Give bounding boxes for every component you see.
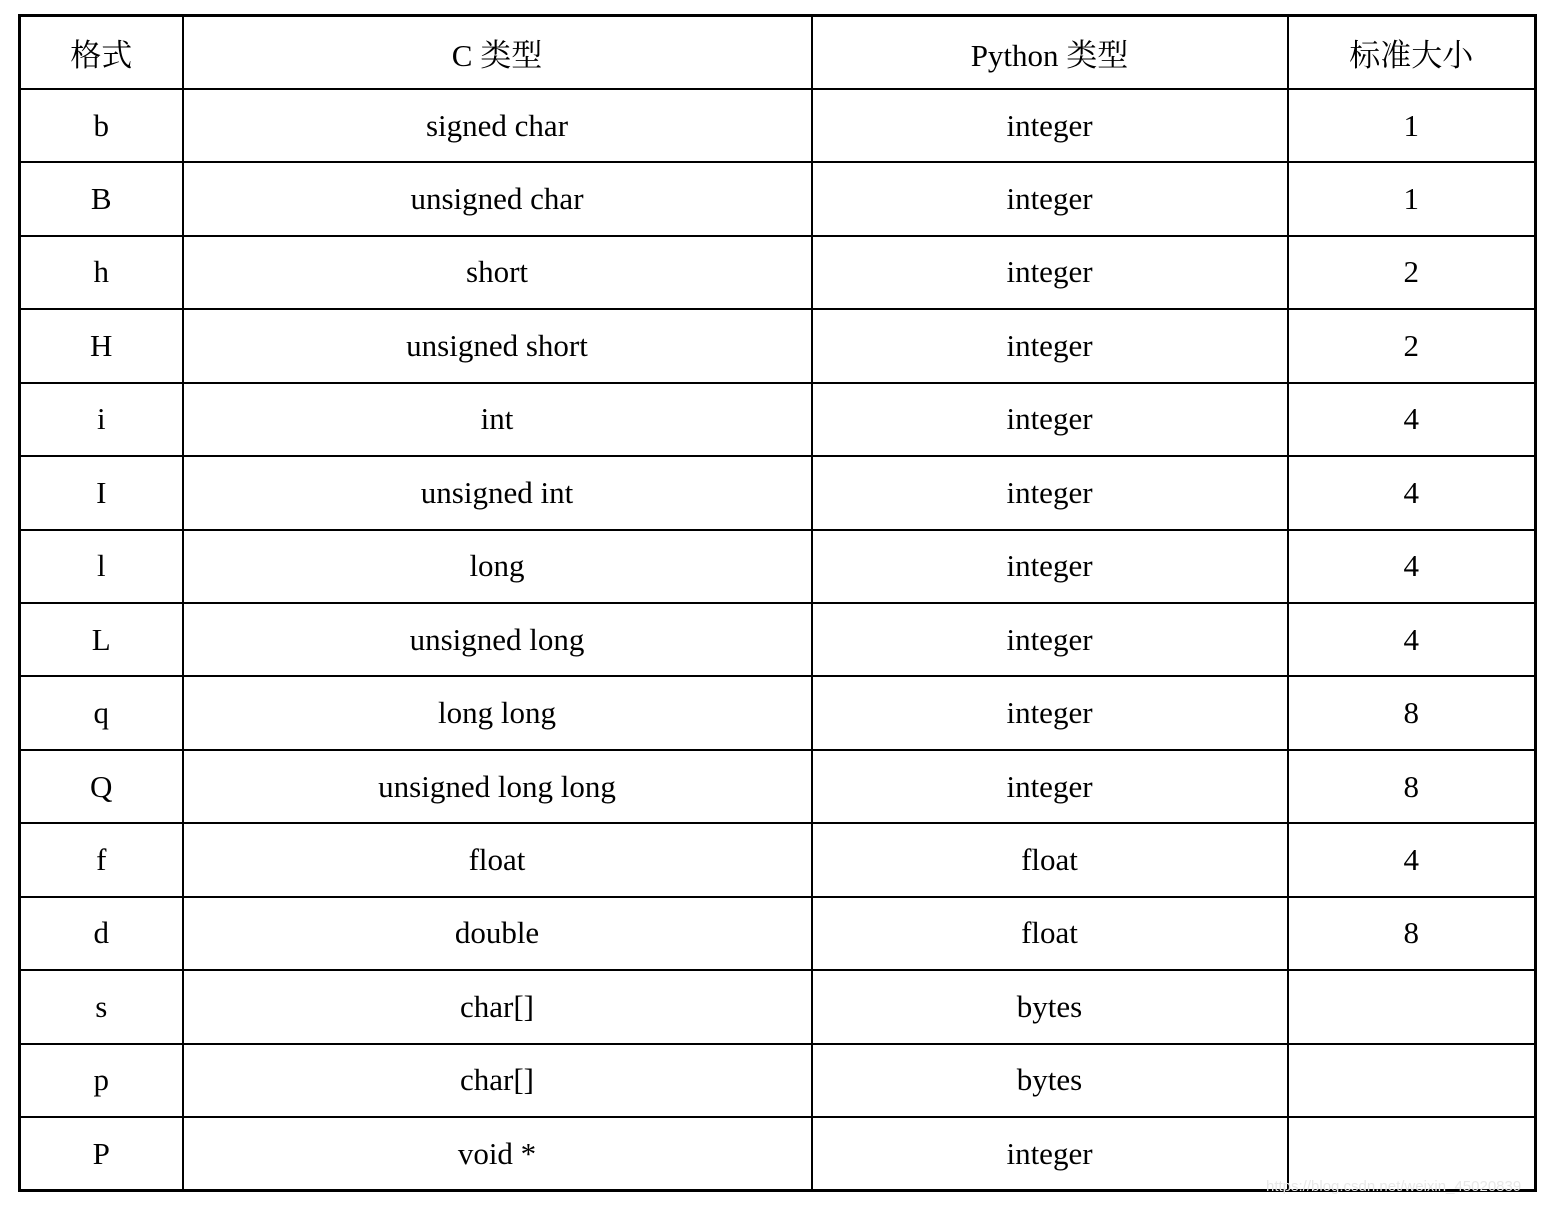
table-row [20,676,1536,749]
cell-format: q [20,676,183,749]
table-row [20,897,1536,970]
cell-python-type: integer [812,162,1288,235]
cell-format: B [20,162,183,235]
table-row [20,530,1536,603]
cell-c-type: unsigned char [183,162,812,235]
cell-c-type: unsigned short [183,309,812,382]
cell-python-type: integer [812,530,1288,603]
cell-format: h [20,236,183,309]
table-row [20,89,1536,162]
cell-standard-size: 1 [1288,89,1536,162]
cell-standard-size: 2 [1288,236,1536,309]
table-row [20,236,1536,309]
cell-standard-size [1288,1044,1536,1117]
cell-python-type: bytes [812,1044,1288,1117]
cell-python-type: integer [812,1117,1288,1190]
struct-format-table [18,14,1537,1192]
cell-format: P [20,1117,183,1190]
watermark: https://blog.csdn.net/weixin_45020839 [1266,1178,1522,1195]
cell-python-type: float [812,823,1288,896]
cell-python-type: integer [812,750,1288,823]
header-format: 格式 [20,16,183,89]
cell-c-type: void * [183,1117,812,1190]
cell-standard-size: 8 [1288,750,1536,823]
cell-python-type: float [812,897,1288,970]
header-python-type: Python 类型 [812,16,1288,89]
cell-python-type: integer [812,383,1288,456]
cell-standard-size: 4 [1288,603,1536,676]
table-row [20,970,1536,1043]
cell-standard-size: 4 [1288,823,1536,896]
cell-format: i [20,383,183,456]
cell-c-type: short [183,236,812,309]
cell-standard-size: 4 [1288,456,1536,529]
cell-standard-size: 4 [1288,383,1536,456]
cell-format: Q [20,750,183,823]
cell-format: L [20,603,183,676]
cell-format: p [20,1044,183,1117]
cell-format: b [20,89,183,162]
cell-format: s [20,970,183,1043]
table-row [20,383,1536,456]
cell-format: f [20,823,183,896]
table-row [20,823,1536,896]
cell-format: H [20,309,183,382]
header-row [20,16,1536,89]
cell-python-type: bytes [812,970,1288,1043]
table-row [20,603,1536,676]
cell-python-type: integer [812,456,1288,529]
cell-c-type: char[] [183,970,812,1043]
cell-standard-size: 8 [1288,676,1536,749]
cell-c-type: double [183,897,812,970]
cell-python-type: integer [812,309,1288,382]
cell-c-type: unsigned int [183,456,812,529]
cell-c-type: char[] [183,1044,812,1117]
cell-c-type: int [183,383,812,456]
cell-format: d [20,897,183,970]
cell-c-type: unsigned long long [183,750,812,823]
cell-standard-size: 1 [1288,162,1536,235]
table-row [20,309,1536,382]
cell-c-type: long [183,530,812,603]
cell-c-type: float [183,823,812,896]
table-row [20,162,1536,235]
cell-standard-size: 2 [1288,309,1536,382]
cell-standard-size [1288,970,1536,1043]
table-row [20,456,1536,529]
table-row [20,750,1536,823]
cell-c-type: signed char [183,89,812,162]
cell-c-type: long long [183,676,812,749]
cell-format: l [20,530,183,603]
cell-standard-size: 8 [1288,897,1536,970]
cell-standard-size: 4 [1288,530,1536,603]
header-standard-size: 标准大小 [1288,16,1536,89]
cell-python-type: integer [812,89,1288,162]
cell-python-type: integer [812,603,1288,676]
cell-c-type: unsigned long [183,603,812,676]
table-row [20,1044,1536,1117]
cell-format: I [20,456,183,529]
header-c-type: C 类型 [183,16,812,89]
cell-python-type: integer [812,236,1288,309]
cell-python-type: integer [812,676,1288,749]
